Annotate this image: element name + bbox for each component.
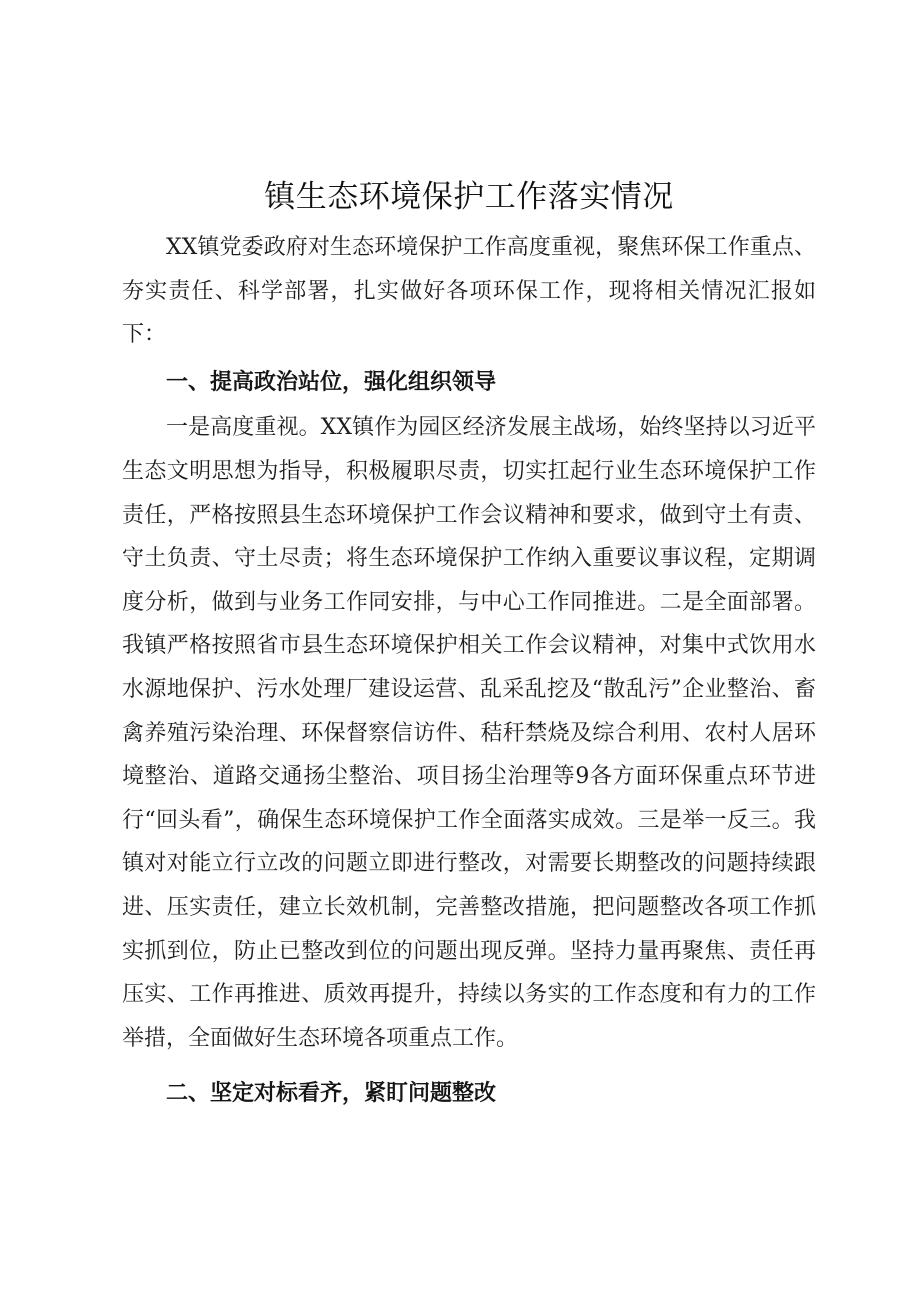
section-1-paragraph: 一是高度重视。XX镇作为园区经济发展主战场，始终坚持以习近平生态文明思想为指导，积极履职尽责，切实扛起行业生态环境保护工作责任，严格按照县生态环境保护工作会议精神和要求，做到守土有责、守土负责、守土尽责；将生态环境保护工作纳入重要议事议程，定期调度分析，做到与业务工作同安排，与中心工作同推进。二是全面部署。我镇严格按照省市县生态环境保护相关工作会议精神，对集中式饮用水水源地保护、污水处理厂建设运营、乱采乱挖及“散乱污”企业整治、畜禽养殖污染治理、环保督察信访件、秸秆禁烧及综合利用、农村人居环境整治、道路交通扬尘整治、项目扬尘治理等9各方面环保重点环节进行“回头看”，确保生态环境保护工作全面落实成效。三是举一反三。我镇对对能立行立改的问题立即进行整改，对需要长期整改的问题持续跟进、压实责任，建立长效机制，完善整改措施，把问题整改各项工作抓实抓到位，防止已整改到位的问题出现反弹。坚持力量再聚焦、责任再压实、工作再推进、质效再提升，持续以务实的工作态度和有力的工作举措，全面做好生态环境各项重点工作。: [122, 415, 816, 1051]
section-1-heading: 一、提高政治站位，强化组织领导: [166, 369, 497, 395]
document-title: 镇生态环境保护工作落实情况: [264, 179, 674, 215]
document-body: [122, 176, 816, 1116]
section-2-heading: 二、坚定对标看齐，紧盯问题整改: [166, 1081, 497, 1107]
intro-paragraph: XX镇党委政府对生态环境保护工作高度重视，聚焦环保工作重点、夯实责任、科学部署，扎实做好各项环保工作，现将相关情况汇报如下：: [122, 235, 816, 348]
